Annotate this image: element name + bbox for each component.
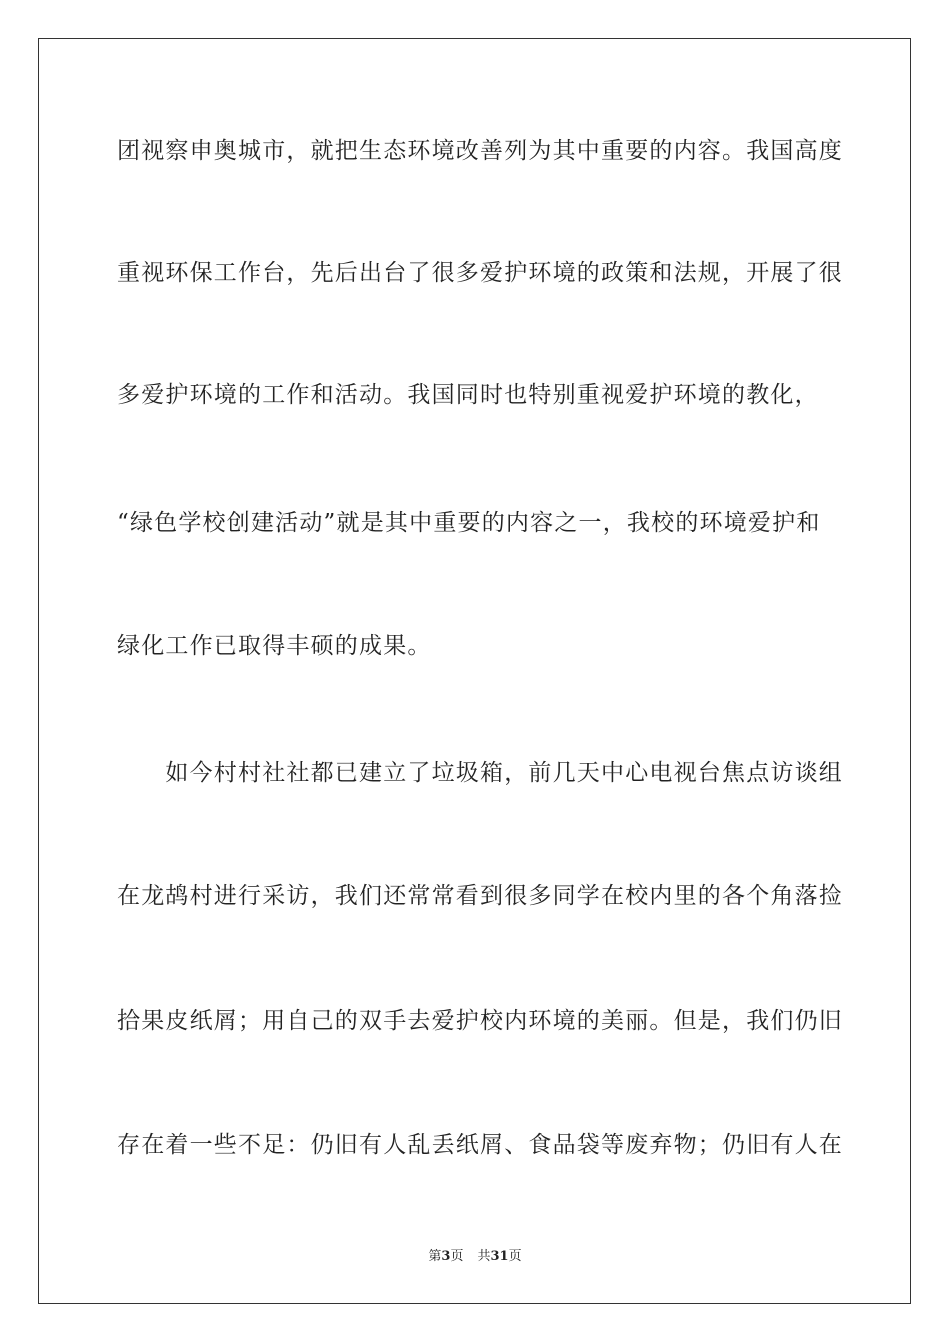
page-suffix: 页	[450, 1249, 464, 1264]
body-text-line: 绿化工作已取得丰硕的成果。	[117, 633, 432, 659]
body-text-line: 存在着一些不足：仍旧有人乱丢纸屑、食品袋等废弃物；仍旧有人在	[117, 1132, 843, 1158]
paragraph-first-line: 如今村村社社都已建立了垃圾箱，前几天中心电视台焦点访谈组	[117, 760, 843, 786]
body-text-line: 团视察申奥城市，就把生态环境改善列为其中重要的内容。我国高度	[117, 138, 843, 164]
total-suffix: 页	[508, 1249, 522, 1264]
body-text-line: 重视环保工作台，先后出台了很多爱护环境的政策和法规，开展了很	[117, 260, 843, 286]
body-text-line: “绿色学校创建活动”就是其中重要的内容之一，我校的环境爱护和	[117, 510, 821, 536]
page-footer	[0, 1249, 950, 1265]
page-border	[38, 38, 911, 1304]
body-text-line: 多爱护环境的工作和活动。我国同时也特别重视爱护环境的教化，	[117, 382, 819, 408]
page-prefix: 第	[428, 1249, 442, 1264]
total-pages: 31	[490, 1249, 509, 1264]
body-text-line: 拾果皮纸屑；用自己的双手去爱护校内环境的美丽。但是，我们仍旧	[117, 1008, 843, 1034]
total-prefix: 共	[477, 1249, 491, 1264]
page-number: 3	[441, 1249, 451, 1264]
body-text-line: 在龙鸪村进行采访，我们还常常看到很多同学在校内里的各个角落捡	[117, 883, 843, 909]
